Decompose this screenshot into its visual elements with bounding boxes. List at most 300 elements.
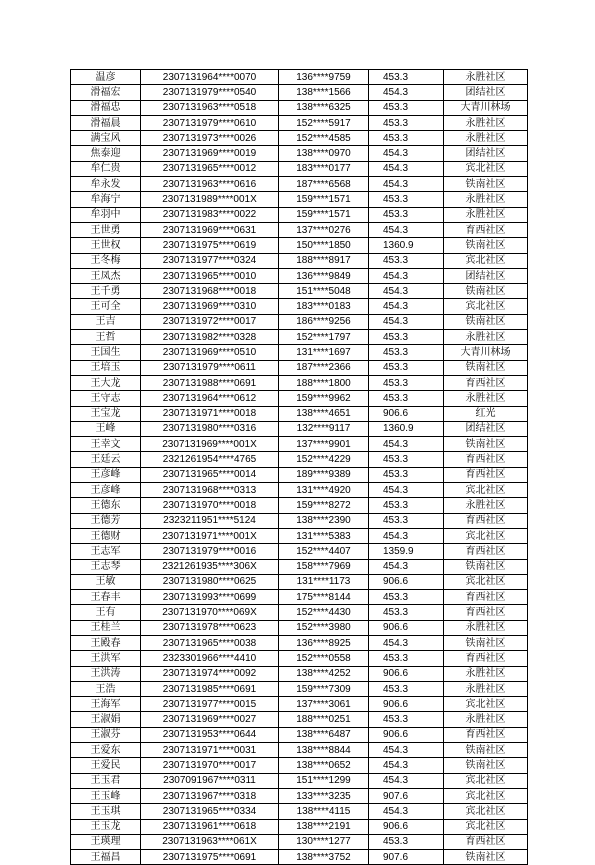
- phone-cell: 175****8144: [279, 590, 369, 605]
- phone-cell: 183****0183: [279, 299, 369, 314]
- community-cell: 铁南社区: [444, 850, 528, 865]
- id-number-cell: 2307131980****0316: [141, 421, 279, 436]
- name-cell: 王洪涛: [71, 666, 141, 681]
- amount-cell: 906.6: [369, 819, 444, 834]
- community-cell: 铁南社区: [444, 360, 528, 375]
- phone-cell: 136****9849: [279, 268, 369, 283]
- name-cell: 王志军: [71, 544, 141, 559]
- community-cell: 红光: [444, 406, 528, 421]
- name-cell: 牟永发: [71, 177, 141, 192]
- table-row: [71, 498, 528, 513]
- id-number-cell: 2307131970****0018: [141, 498, 279, 513]
- amount-cell: 1360.9: [369, 421, 444, 436]
- amount-cell: 1359.9: [369, 544, 444, 559]
- table-row: [71, 605, 528, 620]
- community-cell: 铁南社区: [444, 284, 528, 299]
- community-cell: 铁南社区: [444, 314, 528, 329]
- amount-cell: 454.3: [369, 773, 444, 788]
- id-number-cell: 2307131977****0015: [141, 697, 279, 712]
- table-row: [71, 635, 528, 650]
- phone-cell: 159****7309: [279, 681, 369, 696]
- community-cell: 铁南社区: [444, 635, 528, 650]
- community-cell: 育西社区: [444, 590, 528, 605]
- table-row: [71, 314, 528, 329]
- community-cell: 团结社区: [444, 85, 528, 100]
- phone-cell: 131****1173: [279, 574, 369, 589]
- table-row: [71, 330, 528, 345]
- amount-cell: 906.6: [369, 666, 444, 681]
- amount-cell: 454.3: [369, 635, 444, 650]
- amount-cell: 453.3: [369, 375, 444, 390]
- phone-cell: 138****6325: [279, 100, 369, 115]
- table-row: [71, 773, 528, 788]
- amount-cell: 906.6: [369, 727, 444, 742]
- community-cell: 永胜社区: [444, 70, 528, 85]
- phone-cell: 138****3752: [279, 850, 369, 865]
- id-number-cell: 2321261954****4765: [141, 452, 279, 467]
- community-cell: 大青川林场: [444, 345, 528, 360]
- amount-cell: 454.3: [369, 177, 444, 192]
- table-row: [71, 406, 528, 421]
- table-row: [71, 788, 528, 803]
- table-row: [71, 483, 528, 498]
- phone-cell: 152****4585: [279, 131, 369, 146]
- id-number-cell: 2307131969****0019: [141, 146, 279, 161]
- name-cell: 王洪军: [71, 651, 141, 666]
- community-cell: 育西社区: [444, 834, 528, 849]
- phone-cell: 152****0558: [279, 651, 369, 666]
- table-row: [71, 834, 528, 849]
- amount-cell: 453.3: [369, 651, 444, 666]
- id-number-cell: 2307131971****001X: [141, 528, 279, 543]
- name-cell: 王哲: [71, 330, 141, 345]
- table-row: [71, 238, 528, 253]
- phone-cell: 159****9962: [279, 391, 369, 406]
- table-row: [71, 192, 528, 207]
- id-number-cell: 2307131975****0619: [141, 238, 279, 253]
- id-number-cell: 2307131970****069X: [141, 605, 279, 620]
- id-number-cell: 2307131965****0014: [141, 467, 279, 482]
- phone-cell: 159****1571: [279, 192, 369, 207]
- phone-cell: 138****2390: [279, 513, 369, 528]
- phone-cell: 132****9117: [279, 421, 369, 436]
- phone-cell: 130****1277: [279, 834, 369, 849]
- table-row: [71, 360, 528, 375]
- phone-cell: 131****5383: [279, 528, 369, 543]
- table-row: [71, 284, 528, 299]
- id-number-cell: 2307131969****0027: [141, 712, 279, 727]
- amount-cell: 454.3: [369, 559, 444, 574]
- amount-cell: 1360.9: [369, 238, 444, 253]
- phone-cell: 186****9256: [279, 314, 369, 329]
- id-number-cell: 2307131970****0017: [141, 758, 279, 773]
- amount-cell: 454.3: [369, 222, 444, 237]
- table-row: [71, 207, 528, 222]
- community-cell: 永胜社区: [444, 391, 528, 406]
- amount-cell: 453.3: [369, 253, 444, 268]
- id-number-cell: 2307131961****0618: [141, 819, 279, 834]
- amount-cell: 453.3: [369, 590, 444, 605]
- phone-cell: 137****9901: [279, 437, 369, 452]
- id-number-cell: 2307131965****0012: [141, 161, 279, 176]
- id-number-cell: 2307131979****0610: [141, 115, 279, 130]
- table-row: [71, 115, 528, 130]
- phone-cell: 136****9759: [279, 70, 369, 85]
- amount-cell: 454.3: [369, 758, 444, 773]
- phone-cell: 189****9389: [279, 467, 369, 482]
- amount-cell: 454.3: [369, 314, 444, 329]
- name-cell: 王志琴: [71, 559, 141, 574]
- name-cell: 王凤杰: [71, 268, 141, 283]
- amount-cell: 906.6: [369, 406, 444, 421]
- phone-cell: 152****4229: [279, 452, 369, 467]
- name-cell: 王培玉: [71, 360, 141, 375]
- name-cell: 王峰: [71, 421, 141, 436]
- id-number-cell: 2321261935****306X: [141, 559, 279, 574]
- id-number-cell: 2307131973****0026: [141, 131, 279, 146]
- amount-cell: 454.3: [369, 85, 444, 100]
- id-number-cell: 2307131972****0017: [141, 314, 279, 329]
- amount-cell: 454.3: [369, 804, 444, 819]
- name-cell: 满宝风: [71, 131, 141, 146]
- id-number-cell: 2307131963****0616: [141, 177, 279, 192]
- id-number-cell: 2307131982****0328: [141, 330, 279, 345]
- phone-cell: 138****8844: [279, 743, 369, 758]
- name-cell: 滑福宏: [71, 85, 141, 100]
- phone-cell: 152****5917: [279, 115, 369, 130]
- name-cell: 王守志: [71, 391, 141, 406]
- id-number-cell: 2307131968****0313: [141, 483, 279, 498]
- table-row: [71, 253, 528, 268]
- community-cell: 宾北社区: [444, 773, 528, 788]
- id-number-cell: 2307131979****0016: [141, 544, 279, 559]
- phone-cell: 136****8925: [279, 635, 369, 650]
- table-row: [71, 850, 528, 865]
- table-row: [71, 758, 528, 773]
- table-row: [71, 345, 528, 360]
- table-row: [71, 131, 528, 146]
- table-row: [71, 299, 528, 314]
- id-number-cell: 2307131969****0510: [141, 345, 279, 360]
- id-number-cell: 2307131980****0625: [141, 574, 279, 589]
- community-cell: 宾北社区: [444, 574, 528, 589]
- phone-cell: 131****4920: [279, 483, 369, 498]
- amount-cell: 453.3: [369, 605, 444, 620]
- amount-cell: 453.3: [369, 391, 444, 406]
- community-cell: 铁南社区: [444, 238, 528, 253]
- community-cell: 大青川林场: [444, 100, 528, 115]
- table-row: [71, 743, 528, 758]
- amount-cell: 454.3: [369, 483, 444, 498]
- id-number-cell: 2307131978****0623: [141, 620, 279, 635]
- amount-cell: 453.3: [369, 330, 444, 345]
- id-number-cell: 2307131979****0540: [141, 85, 279, 100]
- amount-cell: 454.3: [369, 743, 444, 758]
- name-cell: 王淑芬: [71, 727, 141, 742]
- amount-cell: 906.6: [369, 697, 444, 712]
- roster-table: [70, 69, 528, 865]
- amount-cell: 454.3: [369, 161, 444, 176]
- phone-cell: 152****3980: [279, 620, 369, 635]
- table-row: [71, 804, 528, 819]
- community-cell: 宾北社区: [444, 697, 528, 712]
- phone-cell: 137****3061: [279, 697, 369, 712]
- community-cell: 永胜社区: [444, 681, 528, 696]
- id-number-cell: 2307131969****001X: [141, 437, 279, 452]
- name-cell: 王可全: [71, 299, 141, 314]
- amount-cell: 453.3: [369, 345, 444, 360]
- name-cell: 王宝龙: [71, 406, 141, 421]
- table-row: [71, 268, 528, 283]
- community-cell: 育西社区: [444, 544, 528, 559]
- community-cell: 宾北社区: [444, 788, 528, 803]
- table-row: [71, 391, 528, 406]
- table-row: [71, 590, 528, 605]
- name-cell: 牟羽中: [71, 207, 141, 222]
- amount-cell: 453.3: [369, 452, 444, 467]
- amount-cell: 453.3: [369, 115, 444, 130]
- community-cell: 永胜社区: [444, 131, 528, 146]
- name-cell: 王大龙: [71, 375, 141, 390]
- amount-cell: 454.3: [369, 146, 444, 161]
- phone-cell: 152****1797: [279, 330, 369, 345]
- community-cell: 育西社区: [444, 375, 528, 390]
- name-cell: 滑福忠: [71, 100, 141, 115]
- table-row: [71, 528, 528, 543]
- name-cell: 牟海宁: [71, 192, 141, 207]
- name-cell: 王德财: [71, 528, 141, 543]
- phone-cell: 133****3235: [279, 788, 369, 803]
- phone-cell: 138****0970: [279, 146, 369, 161]
- name-cell: 王彦峰: [71, 467, 141, 482]
- id-number-cell: 2307091967****0311: [141, 773, 279, 788]
- name-cell: 王浩: [71, 681, 141, 696]
- id-number-cell: 2307131969****0310: [141, 299, 279, 314]
- id-number-cell: 2307131971****0018: [141, 406, 279, 421]
- table-row: [71, 574, 528, 589]
- table-row: [71, 467, 528, 482]
- community-cell: 铁南社区: [444, 559, 528, 574]
- amount-cell: 453.3: [369, 467, 444, 482]
- amount-cell: 453.3: [369, 513, 444, 528]
- name-cell: 王爱民: [71, 758, 141, 773]
- community-cell: 永胜社区: [444, 192, 528, 207]
- phone-cell: 159****1571: [279, 207, 369, 222]
- amount-cell: 453.3: [369, 207, 444, 222]
- community-cell: 宾北社区: [444, 819, 528, 834]
- amount-cell: 453.3: [369, 192, 444, 207]
- phone-cell: 158****7969: [279, 559, 369, 574]
- id-number-cell: 2307131965****0334: [141, 804, 279, 819]
- community-cell: 永胜社区: [444, 498, 528, 513]
- name-cell: 王彦峰: [71, 483, 141, 498]
- phone-cell: 138****4115: [279, 804, 369, 819]
- name-cell: 王世勇: [71, 222, 141, 237]
- table-row: [71, 100, 528, 115]
- name-cell: 王敏: [71, 574, 141, 589]
- amount-cell: 454.3: [369, 284, 444, 299]
- table-row: [71, 712, 528, 727]
- table-row: [71, 513, 528, 528]
- community-cell: 永胜社区: [444, 207, 528, 222]
- table-row: [71, 85, 528, 100]
- table-row: [71, 681, 528, 696]
- community-cell: 育西社区: [444, 727, 528, 742]
- community-cell: 育西社区: [444, 513, 528, 528]
- name-cell: 王玉君: [71, 773, 141, 788]
- amount-cell: 907.6: [369, 850, 444, 865]
- community-cell: 宾北社区: [444, 253, 528, 268]
- id-number-cell: 2307131974****0092: [141, 666, 279, 681]
- phone-cell: 138****4252: [279, 666, 369, 681]
- table-row: [71, 651, 528, 666]
- community-cell: 宾北社区: [444, 528, 528, 543]
- community-cell: 铁南社区: [444, 743, 528, 758]
- amount-cell: 906.6: [369, 620, 444, 635]
- phone-cell: 138****1566: [279, 85, 369, 100]
- table-row: [71, 697, 528, 712]
- name-cell: 王玉峰: [71, 788, 141, 803]
- table-row: [71, 452, 528, 467]
- name-cell: 滑福晨: [71, 115, 141, 130]
- community-cell: 铁南社区: [444, 177, 528, 192]
- table-row: [71, 559, 528, 574]
- table-row: [71, 146, 528, 161]
- community-cell: 宾北社区: [444, 804, 528, 819]
- amount-cell: 454.3: [369, 268, 444, 283]
- community-cell: 育西社区: [444, 605, 528, 620]
- table-row: [71, 375, 528, 390]
- name-cell: 王德东: [71, 498, 141, 513]
- id-number-cell: 2307131985****0691: [141, 681, 279, 696]
- id-number-cell: 2307131968****0018: [141, 284, 279, 299]
- name-cell: 王世权: [71, 238, 141, 253]
- id-number-cell: 2307131964****0070: [141, 70, 279, 85]
- name-cell: 王玉琪: [71, 804, 141, 819]
- phone-cell: 152****4430: [279, 605, 369, 620]
- id-number-cell: 2307131963****061X: [141, 834, 279, 849]
- amount-cell: 453.3: [369, 100, 444, 115]
- amount-cell: 454.3: [369, 299, 444, 314]
- name-cell: 王玉龙: [71, 819, 141, 834]
- community-cell: 永胜社区: [444, 666, 528, 681]
- community-cell: 永胜社区: [444, 115, 528, 130]
- table-row: [71, 70, 528, 85]
- community-cell: 育西社区: [444, 651, 528, 666]
- community-cell: 永胜社区: [444, 330, 528, 345]
- name-cell: 焦泰迎: [71, 146, 141, 161]
- name-cell: 王爱东: [71, 743, 141, 758]
- community-cell: 铁南社区: [444, 437, 528, 452]
- name-cell: 温彦: [71, 70, 141, 85]
- table-row: [71, 177, 528, 192]
- name-cell: 王国生: [71, 345, 141, 360]
- id-number-cell: 2307131965****0038: [141, 635, 279, 650]
- phone-cell: 138****4651: [279, 406, 369, 421]
- name-cell: 王廷云: [71, 452, 141, 467]
- id-number-cell: 2307131964****0612: [141, 391, 279, 406]
- community-cell: 铁南社区: [444, 758, 528, 773]
- amount-cell: 453.3: [369, 498, 444, 513]
- amount-cell: 453.3: [369, 131, 444, 146]
- id-number-cell: 2307131963****0518: [141, 100, 279, 115]
- community-cell: 永胜社区: [444, 620, 528, 635]
- phone-cell: 131****1697: [279, 345, 369, 360]
- id-number-cell: 2323301966****4410: [141, 651, 279, 666]
- name-cell: 王殿春: [71, 635, 141, 650]
- phone-cell: 152****4407: [279, 544, 369, 559]
- id-number-cell: 2307131967****0318: [141, 788, 279, 803]
- name-cell: 王桂兰: [71, 620, 141, 635]
- name-cell: 王德芳: [71, 513, 141, 528]
- name-cell: 王冬梅: [71, 253, 141, 268]
- phone-cell: 138****0652: [279, 758, 369, 773]
- community-cell: 育西社区: [444, 222, 528, 237]
- id-number-cell: 2323211951****5124: [141, 513, 279, 528]
- phone-cell: 137****0276: [279, 222, 369, 237]
- phone-cell: 188****8917: [279, 253, 369, 268]
- id-number-cell: 2307131989****001X: [141, 192, 279, 207]
- amount-cell: 453.3: [369, 712, 444, 727]
- amount-cell: 453.3: [369, 70, 444, 85]
- table-row: [71, 161, 528, 176]
- name-cell: 王千勇: [71, 284, 141, 299]
- id-number-cell: 2307131953****0644: [141, 727, 279, 742]
- community-cell: 宾北社区: [444, 161, 528, 176]
- phone-cell: 187****2366: [279, 360, 369, 375]
- roster-table-body: [71, 70, 528, 865]
- amount-cell: 454.3: [369, 528, 444, 543]
- community-cell: 宾北社区: [444, 483, 528, 498]
- community-cell: 育西社区: [444, 452, 528, 467]
- community-cell: 宾北社区: [444, 299, 528, 314]
- amount-cell: 907.6: [369, 788, 444, 803]
- id-number-cell: 2307131969****0631: [141, 222, 279, 237]
- name-cell: 王福昌: [71, 850, 141, 865]
- phone-cell: 138****2191: [279, 819, 369, 834]
- name-cell: 王有: [71, 605, 141, 620]
- amount-cell: 906.6: [369, 574, 444, 589]
- table-row: [71, 222, 528, 237]
- name-cell: 王淑娟: [71, 712, 141, 727]
- community-cell: 永胜社区: [444, 712, 528, 727]
- community-cell: 育西社区: [444, 467, 528, 482]
- phone-cell: 138****6487: [279, 727, 369, 742]
- phone-cell: 159****8272: [279, 498, 369, 513]
- id-number-cell: 2307131983****0022: [141, 207, 279, 222]
- name-cell: 王海军: [71, 697, 141, 712]
- id-number-cell: 2307131988****0691: [141, 375, 279, 390]
- phone-cell: 183****0177: [279, 161, 369, 176]
- name-cell: 王春丰: [71, 590, 141, 605]
- name-cell: 牟仁贵: [71, 161, 141, 176]
- id-number-cell: 2307131971****0031: [141, 743, 279, 758]
- phone-cell: 151****1299: [279, 773, 369, 788]
- table-row: [71, 620, 528, 635]
- phone-cell: 188****1800: [279, 375, 369, 390]
- name-cell: 王幸文: [71, 437, 141, 452]
- table-row: [71, 727, 528, 742]
- community-cell: 团结社区: [444, 421, 528, 436]
- table-row: [71, 544, 528, 559]
- community-cell: 团结社区: [444, 268, 528, 283]
- table-row: [71, 666, 528, 681]
- table-row: [71, 437, 528, 452]
- amount-cell: 453.3: [369, 834, 444, 849]
- amount-cell: 453.3: [369, 360, 444, 375]
- id-number-cell: 2307131979****0611: [141, 360, 279, 375]
- phone-cell: 151****5048: [279, 284, 369, 299]
